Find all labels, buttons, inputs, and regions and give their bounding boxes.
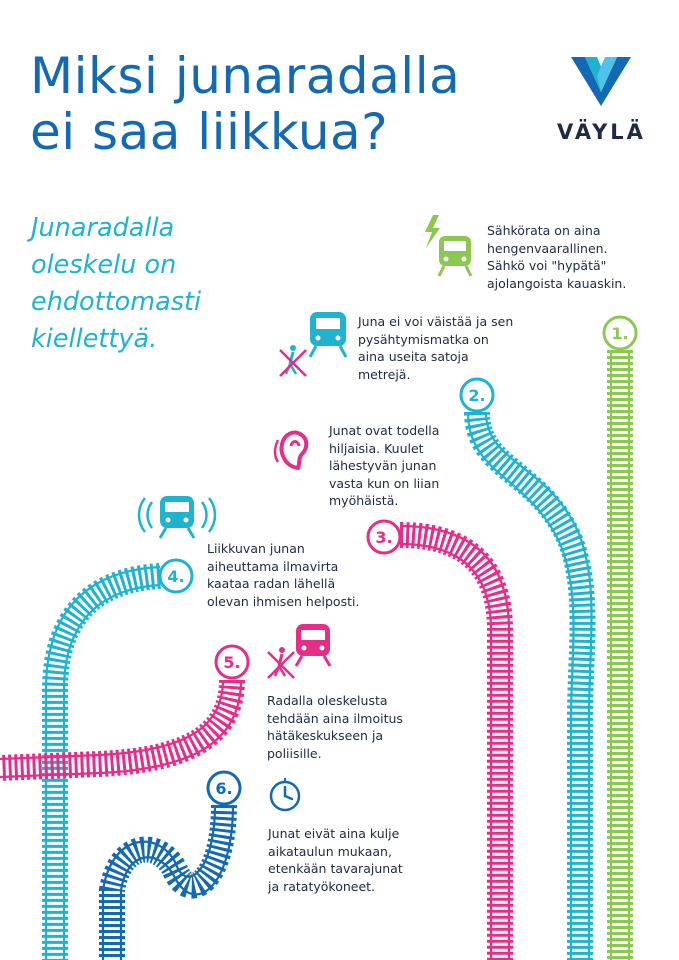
info-text-1 [487,222,626,292]
info-text-3 [329,422,439,510]
page-title [30,48,460,160]
info-1-line: Sähkörata on aina [487,223,601,238]
info-2-line: pysähtymismatka on [358,331,489,347]
info-5-line: hätäkeskukseen ja [267,728,384,743]
info-1-line: hengenvaarallinen. [487,240,608,256]
ear-icon [275,432,306,468]
subtitle-line-3: ehdottomasti [31,287,202,317]
info-3-line: Junat ovat todella [329,423,440,438]
badge-5-label: 5. [223,653,241,672]
clock-icon [271,778,299,810]
info-4-line: aiheuttama ilmavirta [207,558,339,574]
badge-3 [368,521,400,553]
info-2-line: metrejä. [358,366,411,382]
brand-name: VÄYLÄ [557,120,646,144]
badge-1 [604,317,636,349]
subtitle-line-2: oleskelu on [31,250,177,280]
info-6-line: etenkään tavarajunat [268,861,403,876]
track-6 [103,805,233,960]
info-5-line: poliisille. [267,745,322,761]
info-1-line: ajolangoista kauaskin. [487,275,627,291]
badge-4 [160,560,192,592]
title-line-1: Miksi junaradalla [30,47,461,105]
badge-4-label: 4. [167,567,185,586]
badge-5 [216,646,248,678]
track-2 [468,412,592,960]
info-4-line: Liikkuvan junan [207,541,305,556]
track-3 [400,526,509,960]
track-5 [0,680,241,777]
info-4-line: olevan ihmisen helposti. [207,593,360,609]
badge-3-label: 3. [375,528,393,547]
info-text-2 [358,313,513,383]
info-5-line: Radalla oleskelusta [267,693,388,708]
info-3-line: hiljaisia. Kuulet [329,440,424,456]
subtitle-line-4: kiellettyä. [31,324,158,354]
info-6-line: Junat eivät aina kulje [268,826,400,841]
info-2-line: aina useita satoja [358,349,469,364]
lightning-train-icon [425,215,471,276]
info-text-4 [207,540,359,610]
train-person-report-icon [268,624,330,678]
info-1-line: Sähkö voi "hypätä" [487,258,607,273]
info-4-line: kaataa radan lähellä [207,576,336,591]
info-text-5 [267,692,403,762]
info-text-6 [268,825,403,895]
info-3-line: myöhäistä. [329,493,399,508]
info-2-line: Juna ei voi väistää ja sen [358,314,514,329]
train-person-warning-icon [280,312,346,376]
info-3-line: vasta kun on liian [329,475,440,491]
info-3-line: lähestyvän junan [329,458,437,473]
info-6-line: ja ratatyökoneet. [268,878,376,894]
subtitle-line-1: Junaradalla [31,213,175,243]
badge-1-label: 1. [611,324,629,343]
badge-2 [461,379,493,411]
vayla-logo-v-icon [571,57,631,106]
badge-6-label: 6. [215,779,233,798]
track-1 [611,350,629,960]
badge-2-label: 2. [468,386,486,405]
info-6-line: aikataulun mukaan, [268,843,392,859]
title-line-2: ei saa liikkua? [30,103,389,161]
info-5-line: tehdään aina ilmoitus [267,710,403,726]
train-airflow-icon [139,496,215,538]
badge-6 [208,772,240,804]
subtitle [31,210,201,358]
